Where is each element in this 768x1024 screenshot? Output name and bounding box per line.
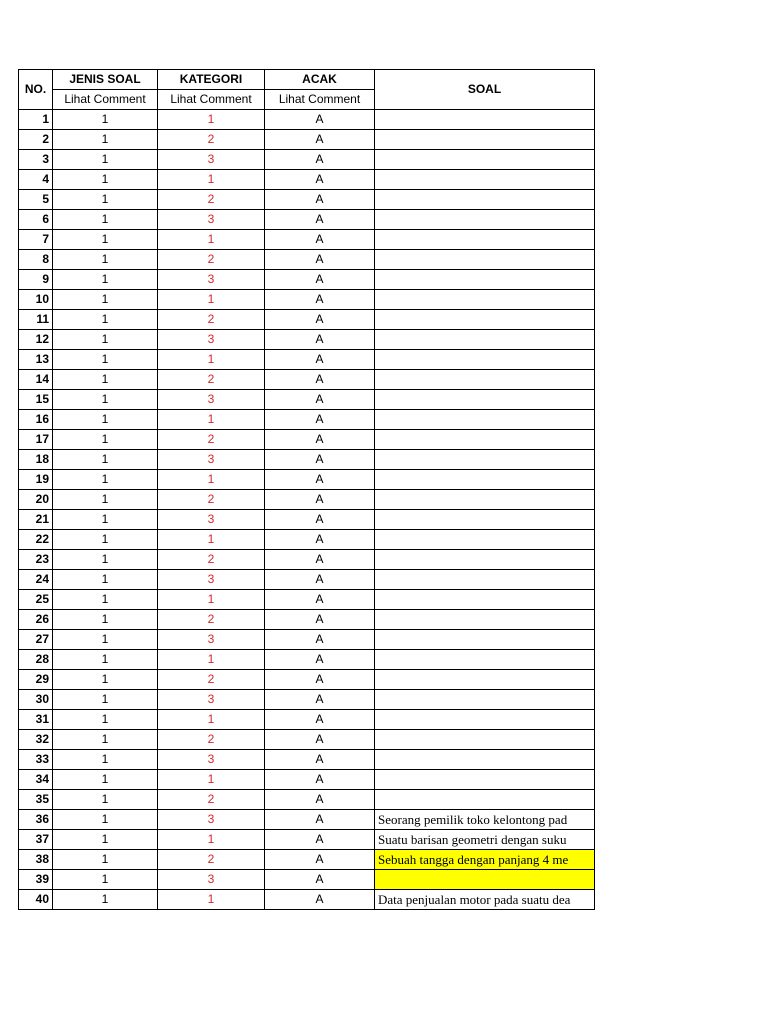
cell-soal[interactable] xyxy=(375,190,595,210)
header-no[interactable]: NO. xyxy=(19,70,53,110)
cell-jenis-soal[interactable]: 1 xyxy=(53,830,158,850)
cell-no[interactable]: 28 xyxy=(19,650,53,670)
cell-soal[interactable] xyxy=(375,710,595,730)
table-row xyxy=(19,690,595,710)
cell-jenis-soal[interactable]: 1 xyxy=(53,870,158,890)
cell-acak[interactable]: A xyxy=(265,330,375,350)
cell-soal[interactable] xyxy=(375,670,595,690)
cell-soal[interactable] xyxy=(375,310,595,330)
cell-kategori[interactable]: 2 xyxy=(158,190,265,210)
cell-jenis-soal[interactable]: 1 xyxy=(53,350,158,370)
cell-kategori[interactable]: 3 xyxy=(158,270,265,290)
cell-no[interactable]: 20 xyxy=(19,490,53,510)
cell-no[interactable]: 25 xyxy=(19,590,53,610)
cell-acak[interactable]: A xyxy=(265,570,375,590)
cell-acak[interactable]: A xyxy=(265,450,375,470)
cell-acak[interactable]: A xyxy=(265,410,375,430)
cell-kategori[interactable]: 3 xyxy=(158,510,265,530)
cell-jenis-soal[interactable]: 1 xyxy=(53,450,158,470)
cell-no[interactable]: 10 xyxy=(19,290,53,310)
cell-kategori[interactable]: 1 xyxy=(158,650,265,670)
cell-jenis-soal[interactable]: 1 xyxy=(53,490,158,510)
cell-jenis-soal[interactable]: 1 xyxy=(53,650,158,670)
cell-no[interactable]: 22 xyxy=(19,530,53,550)
cell-soal[interactable] xyxy=(375,290,595,310)
table-body xyxy=(19,110,595,910)
cell-jenis-soal[interactable]: 1 xyxy=(53,310,158,330)
table-row xyxy=(19,730,595,750)
cell-soal[interactable] xyxy=(375,330,595,350)
cell-kategori[interactable]: 1 xyxy=(158,110,265,130)
cell-acak[interactable]: A xyxy=(265,430,375,450)
cell-no[interactable]: 14 xyxy=(19,370,53,390)
cell-acak[interactable]: A xyxy=(265,310,375,330)
cell-acak[interactable]: A xyxy=(265,730,375,750)
table-row xyxy=(19,790,595,810)
cell-kategori[interactable]: 1 xyxy=(158,350,265,370)
cell-soal[interactable] xyxy=(375,250,595,270)
cell-soal[interactable] xyxy=(375,410,595,430)
cell-kategori[interactable]: 3 xyxy=(158,450,265,470)
cell-acak[interactable]: A xyxy=(265,190,375,210)
cell-soal[interactable] xyxy=(375,450,595,470)
subheader-jenis-comment[interactable]: Lihat Comment xyxy=(53,90,158,110)
table-row xyxy=(19,570,595,590)
cell-kategori[interactable]: 2 xyxy=(158,670,265,690)
cell-jenis-soal[interactable]: 1 xyxy=(53,710,158,730)
header-kategori[interactable]: KATEGORI xyxy=(158,70,265,90)
table-row xyxy=(19,150,595,170)
cell-kategori[interactable]: 2 xyxy=(158,790,265,810)
cell-jenis-soal[interactable]: 1 xyxy=(53,810,158,830)
cell-kategori[interactable]: 2 xyxy=(158,130,265,150)
cell-kategori[interactable]: 2 xyxy=(158,430,265,450)
cell-kategori[interactable]: 1 xyxy=(158,410,265,430)
cell-kategori[interactable]: 3 xyxy=(158,150,265,170)
cell-kategori[interactable]: 3 xyxy=(158,630,265,650)
cell-acak[interactable]: A xyxy=(265,590,375,610)
cell-no[interactable]: 37 xyxy=(19,830,53,850)
cell-kategori[interactable]: 1 xyxy=(158,830,265,850)
header-jenis-soal[interactable]: JENIS SOAL xyxy=(53,70,158,90)
cell-jenis-soal[interactable]: 1 xyxy=(53,470,158,490)
cell-kategori[interactable]: 2 xyxy=(158,370,265,390)
cell-kategori[interactable]: 3 xyxy=(158,810,265,830)
cell-acak[interactable]: A xyxy=(265,250,375,270)
cell-jenis-soal[interactable]: 1 xyxy=(53,590,158,610)
cell-kategori[interactable]: 1 xyxy=(158,290,265,310)
cell-jenis-soal[interactable]: 1 xyxy=(53,430,158,450)
cell-acak[interactable]: A xyxy=(265,510,375,530)
cell-acak[interactable]: A xyxy=(265,870,375,890)
cell-no[interactable]: 15 xyxy=(19,390,53,410)
cell-jenis-soal[interactable]: 1 xyxy=(53,770,158,790)
cell-jenis-soal[interactable]: 1 xyxy=(53,530,158,550)
cell-no[interactable]: 23 xyxy=(19,550,53,570)
cell-kategori[interactable]: 3 xyxy=(158,570,265,590)
cell-no[interactable]: 40 xyxy=(19,890,53,910)
table-row xyxy=(19,270,595,290)
cell-jenis-soal[interactable]: 1 xyxy=(53,550,158,570)
cell-soal[interactable] xyxy=(375,530,595,550)
cell-acak[interactable]: A xyxy=(265,290,375,310)
subheader-kategori-comment[interactable]: Lihat Comment xyxy=(158,90,265,110)
cell-kategori[interactable]: 2 xyxy=(158,490,265,510)
cell-no[interactable]: 2 xyxy=(19,130,53,150)
cell-jenis-soal[interactable]: 1 xyxy=(53,730,158,750)
table-row xyxy=(19,350,595,370)
cell-jenis-soal[interactable]: 1 xyxy=(53,250,158,270)
table-row xyxy=(19,870,595,890)
cell-jenis-soal[interactable]: 1 xyxy=(53,570,158,590)
table-row xyxy=(19,810,595,830)
table-row xyxy=(19,450,595,470)
table-row xyxy=(19,830,595,850)
cell-no[interactable]: 30 xyxy=(19,690,53,710)
cell-acak[interactable]: A xyxy=(265,790,375,810)
cell-soal[interactable]: Sebuah tangga dengan panjang 4 me xyxy=(375,850,595,870)
cell-kategori[interactable]: 1 xyxy=(158,710,265,730)
cell-acak[interactable]: A xyxy=(265,770,375,790)
cell-acak[interactable]: A xyxy=(265,630,375,650)
table-row xyxy=(19,410,595,430)
table-row xyxy=(19,330,595,350)
cell-soal[interactable] xyxy=(375,230,595,250)
table-row xyxy=(19,470,595,490)
cell-jenis-soal[interactable]: 1 xyxy=(53,510,158,530)
cell-acak[interactable]: A xyxy=(265,890,375,910)
cell-no[interactable]: 18 xyxy=(19,450,53,470)
cell-acak[interactable]: A xyxy=(265,490,375,510)
cell-acak[interactable]: A xyxy=(265,130,375,150)
cell-acak[interactable]: A xyxy=(265,210,375,230)
cell-kategori[interactable]: 3 xyxy=(158,210,265,230)
cell-no[interactable]: 26 xyxy=(19,610,53,630)
cell-kategori[interactable]: 2 xyxy=(158,310,265,330)
cell-acak[interactable]: A xyxy=(265,170,375,190)
cell-acak[interactable]: A xyxy=(265,470,375,490)
table-row xyxy=(19,130,595,150)
cell-jenis-soal[interactable]: 1 xyxy=(53,750,158,770)
cell-no[interactable]: 31 xyxy=(19,710,53,730)
cell-acak[interactable]: A xyxy=(265,690,375,710)
cell-soal[interactable] xyxy=(375,170,595,190)
table-row xyxy=(19,290,595,310)
cell-jenis-soal[interactable]: 1 xyxy=(53,370,158,390)
cell-soal[interactable] xyxy=(375,770,595,790)
cell-no[interactable]: 9 xyxy=(19,270,53,290)
cell-soal[interactable] xyxy=(375,550,595,570)
cell-kategori[interactable]: 1 xyxy=(158,470,265,490)
header-soal[interactable]: SOAL xyxy=(375,70,595,110)
cell-jenis-soal[interactable]: 1 xyxy=(53,330,158,350)
cell-jenis-soal[interactable]: 1 xyxy=(53,390,158,410)
cell-acak[interactable]: A xyxy=(265,810,375,830)
cell-acak[interactable]: A xyxy=(265,710,375,730)
table-row xyxy=(19,190,595,210)
cell-kategori[interactable]: 3 xyxy=(158,690,265,710)
cell-soal[interactable] xyxy=(375,210,595,230)
table-row xyxy=(19,170,595,190)
cell-soal[interactable] xyxy=(375,750,595,770)
table-row xyxy=(19,250,595,270)
cell-soal[interactable] xyxy=(375,130,595,150)
cell-kategori[interactable]: 2 xyxy=(158,850,265,870)
cell-jenis-soal[interactable]: 1 xyxy=(53,410,158,430)
cell-acak[interactable]: A xyxy=(265,370,375,390)
cell-kategori[interactable]: 1 xyxy=(158,770,265,790)
cell-kategori[interactable]: 1 xyxy=(158,590,265,610)
table-row xyxy=(19,610,595,630)
cell-soal[interactable] xyxy=(375,350,595,370)
cell-no[interactable]: 38 xyxy=(19,850,53,870)
cell-acak[interactable]: A xyxy=(265,670,375,690)
cell-no[interactable]: 33 xyxy=(19,750,53,770)
cell-acak[interactable]: A xyxy=(265,150,375,170)
cell-jenis-soal[interactable]: 1 xyxy=(53,270,158,290)
cell-no[interactable]: 13 xyxy=(19,350,53,370)
cell-soal[interactable] xyxy=(375,590,595,610)
table-row xyxy=(19,650,595,670)
cell-soal[interactable] xyxy=(375,730,595,750)
cell-no[interactable]: 4 xyxy=(19,170,53,190)
cell-acak[interactable]: A xyxy=(265,830,375,850)
cell-acak[interactable]: A xyxy=(265,230,375,250)
cell-no[interactable]: 19 xyxy=(19,470,53,490)
cell-acak[interactable]: A xyxy=(265,610,375,630)
table-row xyxy=(19,490,595,510)
cell-no[interactable]: 21 xyxy=(19,510,53,530)
cell-no[interactable]: 39 xyxy=(19,870,53,890)
table-row xyxy=(19,850,595,870)
cell-jenis-soal[interactable]: 1 xyxy=(53,190,158,210)
cell-soal[interactable] xyxy=(375,150,595,170)
cell-soal[interactable]: Seorang pemilik toko kelontong pad xyxy=(375,810,595,830)
cell-no[interactable]: 5 xyxy=(19,190,53,210)
cell-no[interactable]: 1 xyxy=(19,110,53,130)
cell-no[interactable]: 32 xyxy=(19,730,53,750)
cell-kategori[interactable]: 1 xyxy=(158,170,265,190)
table-row xyxy=(19,770,595,790)
cell-no[interactable]: 35 xyxy=(19,790,53,810)
cell-jenis-soal[interactable]: 1 xyxy=(53,690,158,710)
table-row xyxy=(19,550,595,570)
cell-soal[interactable] xyxy=(375,870,595,890)
cell-jenis-soal[interactable]: 1 xyxy=(53,670,158,690)
cell-jenis-soal[interactable]: 1 xyxy=(53,230,158,250)
cell-no[interactable]: 27 xyxy=(19,630,53,650)
cell-no[interactable]: 7 xyxy=(19,230,53,250)
cell-jenis-soal[interactable]: 1 xyxy=(53,790,158,810)
cell-kategori[interactable]: 3 xyxy=(158,870,265,890)
cell-kategori[interactable]: 3 xyxy=(158,330,265,350)
cell-soal[interactable] xyxy=(375,650,595,670)
table-row xyxy=(19,510,595,530)
cell-soal[interactable] xyxy=(375,510,595,530)
cell-soal[interactable]: Data penjualan motor pada suatu dea xyxy=(375,890,595,910)
table-row xyxy=(19,430,595,450)
table-row xyxy=(19,750,595,770)
cell-soal[interactable] xyxy=(375,430,595,450)
cell-jenis-soal[interactable]: 1 xyxy=(53,850,158,870)
cell-acak[interactable]: A xyxy=(265,110,375,130)
cell-soal[interactable] xyxy=(375,490,595,510)
cell-acak[interactable]: A xyxy=(265,530,375,550)
cell-kategori[interactable]: 3 xyxy=(158,390,265,410)
cell-jenis-soal[interactable]: 1 xyxy=(53,290,158,310)
cell-soal[interactable] xyxy=(375,110,595,130)
cell-acak[interactable]: A xyxy=(265,390,375,410)
cell-no[interactable]: 24 xyxy=(19,570,53,590)
cell-kategori[interactable]: 1 xyxy=(158,890,265,910)
cell-kategori[interactable]: 1 xyxy=(158,530,265,550)
cell-acak[interactable]: A xyxy=(265,750,375,770)
cell-no[interactable]: 34 xyxy=(19,770,53,790)
cell-jenis-soal[interactable]: 1 xyxy=(53,150,158,170)
cell-acak[interactable]: A xyxy=(265,270,375,290)
cell-jenis-soal[interactable]: 1 xyxy=(53,890,158,910)
cell-soal[interactable] xyxy=(375,610,595,630)
cell-soal[interactable] xyxy=(375,570,595,590)
cell-acak[interactable]: A xyxy=(265,650,375,670)
cell-soal[interactable] xyxy=(375,370,595,390)
table-row xyxy=(19,370,595,390)
cell-jenis-soal[interactable]: 1 xyxy=(53,170,158,190)
table-row xyxy=(19,670,595,690)
cell-no[interactable]: 12 xyxy=(19,330,53,350)
cell-jenis-soal[interactable]: 1 xyxy=(53,130,158,150)
table-row xyxy=(19,590,595,610)
cell-soal[interactable] xyxy=(375,390,595,410)
table-row xyxy=(19,310,595,330)
cell-acak[interactable]: A xyxy=(265,350,375,370)
cell-no[interactable]: 17 xyxy=(19,430,53,450)
cell-jenis-soal[interactable]: 1 xyxy=(53,210,158,230)
cell-jenis-soal[interactable]: 1 xyxy=(53,630,158,650)
cell-no[interactable]: 11 xyxy=(19,310,53,330)
cell-no[interactable]: 8 xyxy=(19,250,53,270)
header-acak[interactable]: ACAK xyxy=(265,70,375,90)
cell-no[interactable]: 6 xyxy=(19,210,53,230)
cell-kategori[interactable]: 2 xyxy=(158,550,265,570)
table-row xyxy=(19,630,595,650)
cell-no[interactable]: 29 xyxy=(19,670,53,690)
table-row xyxy=(19,230,595,250)
cell-no[interactable]: 36 xyxy=(19,810,53,830)
cell-kategori[interactable]: 1 xyxy=(158,230,265,250)
cell-soal[interactable] xyxy=(375,790,595,810)
cell-acak[interactable]: A xyxy=(265,850,375,870)
cell-soal[interactable]: Suatu barisan geometri dengan suku xyxy=(375,830,595,850)
cell-jenis-soal[interactable]: 1 xyxy=(53,110,158,130)
cell-kategori[interactable]: 2 xyxy=(158,730,265,750)
cell-soal[interactable] xyxy=(375,470,595,490)
table-row xyxy=(19,110,595,130)
table-row xyxy=(19,210,595,230)
cell-soal[interactable] xyxy=(375,630,595,650)
table-row xyxy=(19,390,595,410)
cell-soal[interactable] xyxy=(375,690,595,710)
cell-jenis-soal[interactable]: 1 xyxy=(53,610,158,630)
subheader-acak-comment[interactable]: Lihat Comment xyxy=(265,90,375,110)
cell-soal[interactable] xyxy=(375,270,595,290)
table-row xyxy=(19,890,595,910)
table-row xyxy=(19,530,595,550)
cell-no[interactable]: 16 xyxy=(19,410,53,430)
cell-kategori[interactable]: 3 xyxy=(158,750,265,770)
cell-kategori[interactable]: 2 xyxy=(158,250,265,270)
cell-acak[interactable]: A xyxy=(265,550,375,570)
table-row xyxy=(19,710,595,730)
question-table xyxy=(18,69,595,910)
cell-kategori[interactable]: 2 xyxy=(158,610,265,630)
cell-no[interactable]: 3 xyxy=(19,150,53,170)
